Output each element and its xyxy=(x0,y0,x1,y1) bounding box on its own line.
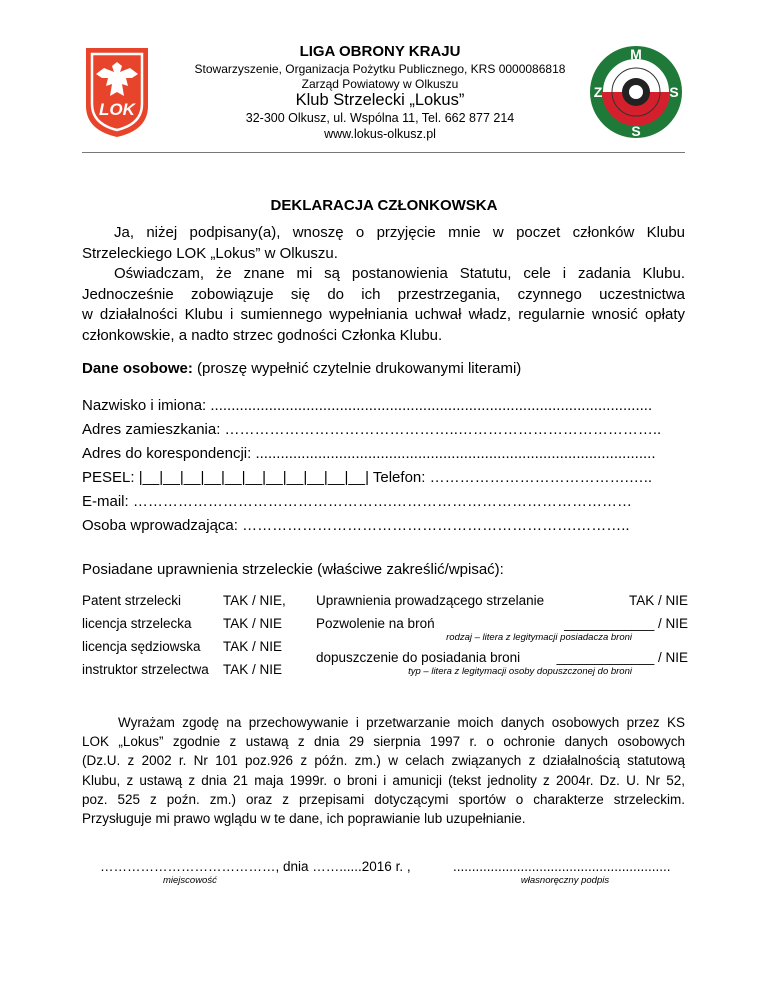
license-label: dopuszczenie do posiadania broni xyxy=(316,650,521,665)
license-choice[interactable]: TAK / NIE xyxy=(223,616,283,631)
license-label: Pozwolenie na broń xyxy=(316,616,435,631)
consent-line: (Dz.U. z 2002 r. Nr 101 poz.926 z późn. zm.) w celach związanych z działalnością statutową xyxy=(82,753,685,769)
field-address[interactable]: Adres zamieszkania: ………………………………………..………………………………….. xyxy=(82,421,662,438)
lok-logo-text: LOK xyxy=(99,100,135,119)
license-label: licencja sędziowska xyxy=(82,639,201,654)
emblem-letter-m: M xyxy=(630,46,642,62)
field-introducer[interactable]: Osoba wprowadzająca: ………………………………………………………….……….. xyxy=(82,517,630,534)
license-choice[interactable]: TAK / NIE xyxy=(628,593,688,608)
consent-text xyxy=(82,713,685,828)
board-name: Zarząd Powiatowy w Olkuszu xyxy=(301,77,459,91)
lok-logo xyxy=(82,44,152,140)
license-note: rodzaj – litera z legitymacji posiadacza broni xyxy=(446,632,632,643)
document-title: DEKLARACJA CZŁONKOWSKA xyxy=(270,197,498,214)
license-choice[interactable]: TAK / NIE xyxy=(223,662,283,677)
license-row xyxy=(82,639,312,662)
emblem-logo xyxy=(588,44,684,140)
header-divider xyxy=(82,152,685,153)
consent-line: Przysługuje mi prawo wglądu w te dane, ich poprawianie lub uzupełnianie. xyxy=(82,811,526,827)
license-row xyxy=(82,616,312,639)
personal-heading-bold: Dane osobowe: xyxy=(82,360,193,377)
licenses-right xyxy=(316,593,688,680)
signature-field[interactable]: .......................................................... xyxy=(453,859,671,874)
emblem-letter-s2: S xyxy=(631,123,641,139)
intro-p2-line3: w działalności Klubu i sumiennego wypełniania uchwał władz, regularnie wnosić opłaty xyxy=(82,306,685,323)
signature-label: własnoręczny podpis xyxy=(520,875,610,886)
license-choice[interactable]: TAK / NIE, xyxy=(223,593,286,608)
license-row xyxy=(316,593,688,616)
place-date-field[interactable]: …………………………………, dnia ……......2016 r. , xyxy=(100,859,411,874)
personal-heading-rest: (proszę wypełnić czytelnie drukowanymi literami) xyxy=(192,360,522,377)
field-correspondence[interactable]: Adres do korespondencji: ................................................................................................ xyxy=(82,445,656,462)
place-label: miejscowość xyxy=(163,875,217,886)
consent-line: poz. 525 z poźn. zm.) oraz z przepisami dotyczącymi sportów o charakterze strzeleckim. xyxy=(82,791,685,807)
license-choice[interactable]: TAK / NIE xyxy=(223,639,283,654)
personal-heading xyxy=(82,360,521,377)
license-row xyxy=(316,650,688,680)
field-email[interactable]: E-mail: …………………………………………….………………………………………… xyxy=(82,493,633,510)
license-row xyxy=(316,616,688,650)
consent-line: LOK „Lokus” zgodnie z ustawą z dnia 29 sierpnia 1997 r. o ochronie danych osobowych xyxy=(82,734,685,750)
org-details: Stowarzyszenie, Organizacja Pożytku Publicznego, KRS 0000086818 xyxy=(194,62,566,76)
consent-line: Wyrażam zgodę na przechowywanie i przetwarzanie moich danych osobowych przez KS xyxy=(118,715,685,730)
emblem-letter-z: Z xyxy=(593,84,603,100)
club-website[interactable]: www.lokus-olkusz.pl xyxy=(324,127,436,141)
intro-p2-line4: członkowskie, a nadto strzec godności Członka Klubu. xyxy=(82,326,443,344)
licenses-heading: Posiadane uprawnienia strzeleckie (właściwe zakreślić/wpisać): xyxy=(82,561,504,578)
license-row xyxy=(82,593,312,616)
license-row xyxy=(82,662,312,685)
intro-p1-line2: Strzeleckiego LOK „Lokus” w Olkuszu. xyxy=(82,244,338,262)
license-note: typ – litera z legitymacji osoby dopuszczonej do broni xyxy=(408,666,632,677)
license-label: instruktor strzelectwa xyxy=(82,662,209,677)
intro-text xyxy=(82,223,685,346)
personal-fields xyxy=(82,397,692,541)
club-address: 32-300 Olkusz, ul. Wspólna 11, Tel. 662 877 214 xyxy=(245,111,515,125)
license-label: Patent strzelecki xyxy=(82,593,182,608)
license-choice[interactable]: ____________ / NIE xyxy=(564,616,688,631)
field-name[interactable]: Nazwisko i imiona: .......................................................................................................... xyxy=(82,397,653,414)
consent-line: Klubu, z ustawą z dnia 21 maja 1999r. o broni i amunicji (tekst jednolity z 2004r. Dz. U. Nr 52, xyxy=(82,772,685,788)
license-label: licencja strzelecka xyxy=(82,616,192,631)
intro-p2-line2: Jednocześnie zobowiązuje się do ich przestrzegania, czynnego uczestnictwa xyxy=(82,285,685,303)
license-label: Uprawnienia prowadzącego strzelanie xyxy=(316,593,545,608)
intro-p2-line1: Oświadczam, że znane mi są postanowienia Statutu, cele i zadania Klubu. xyxy=(114,265,685,282)
field-pesel-phone[interactable]: PESEL: |__|__|__|__|__|__|__|__|__|__|__| Telefon: ………………………………….….. xyxy=(82,469,653,486)
emblem-letter-s1: S xyxy=(669,84,679,100)
license-choice[interactable]: _____________ / NIE xyxy=(556,650,688,665)
org-name: LIGA OBRONY KRAJU xyxy=(299,43,461,60)
licenses-left xyxy=(82,593,312,685)
club-name: Klub Strzelecki „Lokus” xyxy=(295,91,465,109)
intro-p1-line1: Ja, niżej podpisany(a), wnoszę o przyjęcie mnie w poczet członków Klubu xyxy=(114,224,685,241)
